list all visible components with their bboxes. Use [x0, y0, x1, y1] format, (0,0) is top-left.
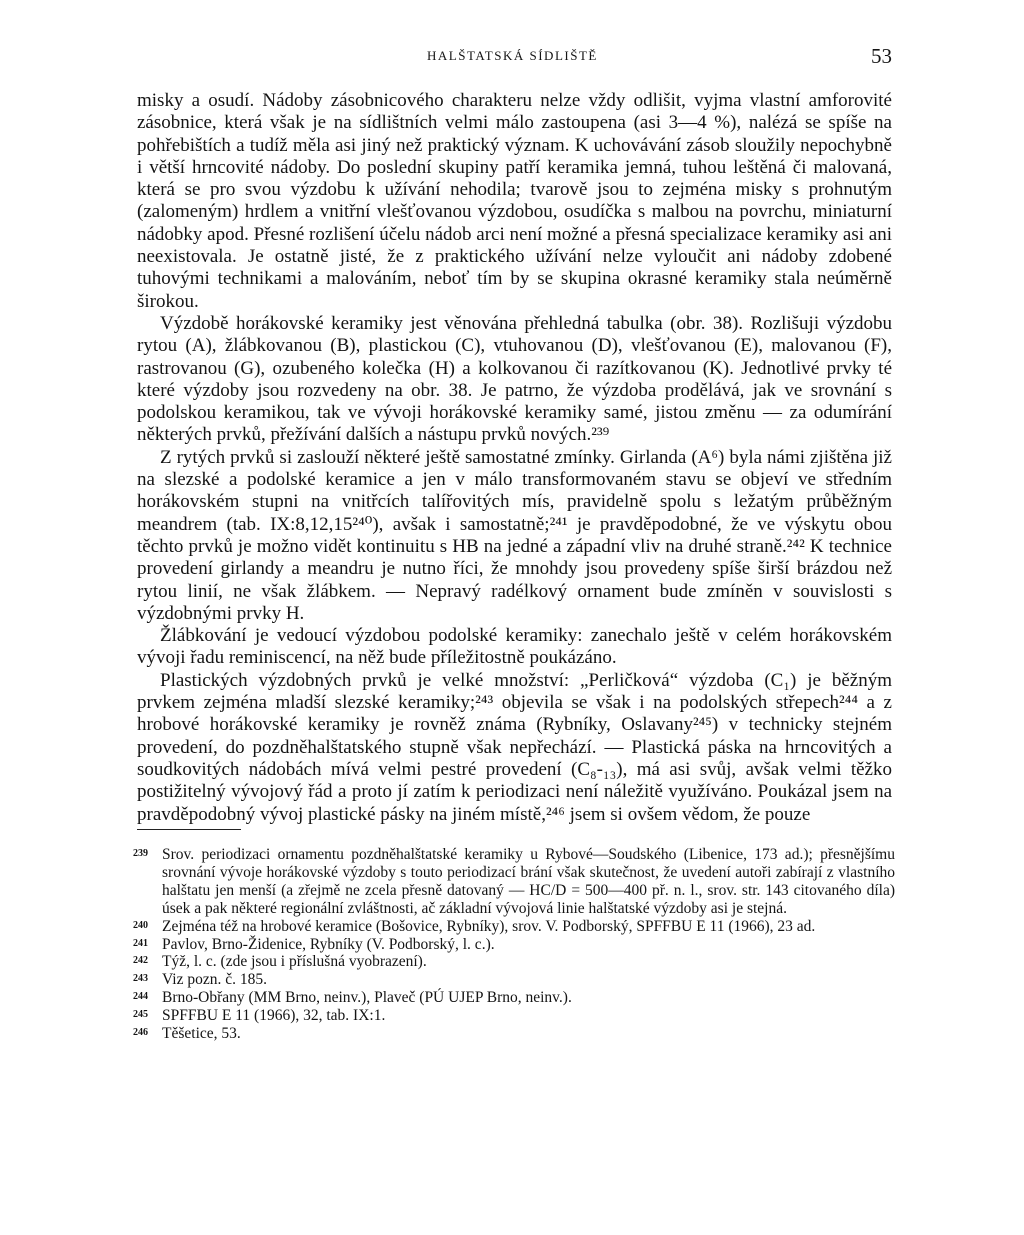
main-text: [137, 90, 892, 826]
footnote: [133, 936, 895, 954]
footnote: [133, 953, 895, 971]
footnote: [133, 971, 895, 989]
footnote: [133, 1007, 895, 1025]
footnote-text: Viz pozn. č. 185.: [162, 971, 267, 989]
footnote-text: Týž, l. c. (zde jsou i příslušná vyobrazení).: [162, 953, 427, 971]
footnote-text: Brno-Obřany (MM Brno, neinv.), Plaveč (PÚ UJEP Brno, neinv.).: [162, 989, 572, 1007]
footnote-number: 244: [133, 991, 148, 1003]
footnote-text: Pavlov, Brno-Židenice, Rybníky (V. Podborský, l. c.).: [162, 935, 495, 953]
footnote-number: 246: [133, 1027, 148, 1039]
paragraph: Z rytých prvků si zaslouží některé ještě samostatné zmínky. Girlanda (A⁶) byla námi zjištěna již na slezské a podolské keramice a jen v málo transformovaném stavu se objeví ve středním horákovském stupni na vnitřcích talířovitých mís, pravidelně spolu s ležatým průběžným meandrem (tab. IX:8,12,15²⁴⁰), avšak i samostatně;²⁴¹ je pravděpodobné, že ve výskytu obou těchto prvků je možno vidět kontinuitu s HB na jedné a západní vliv na druhé straně.²⁴² K technice provedení girlandy a meandru je nutno říci, že mnohdy jsou provedeny spíše širší brázdou než rytou linií, ne však žlábkem. — Nepravý radélkový ornament bude zmíněn v souvislosti s výzdobnými prvky H.: [137, 446, 892, 624]
footnote: [133, 846, 895, 918]
paragraph: misky a osudí. Nádoby zásobnicového charakteru nelze vždy odlišit, vyjma vlastní amforovité zásobnice, která však je na sídlištních velmi málo zastoupena (asi 3—4 %), nalézá se spíše na pohřebištích a tudíž měla asi jiný než praktický význam. K uchovávání zásob sloužily nepochybně i větší hrncovité nádoby. Do poslední skupiny patří keramika jemná, tuhou leštěná či malovaná, která se pro svou výzdobu k užívání nehodila; tvarově jsou to zejména misky s prohnutým (zalomeným) hrdlem a vnitřní vlešťovanou výzdobou, osudíčka s malbou na povrchu, miniaturní nádobky apod. Přesné rozlišení účelu nádob arci není možné a přesná specializace keramiky asi ani neexistovala. Je ostatně jisté, že z praktického užívání nelze vyloučit ani nádoby zdobené tuhovými technikami a malováním, neboť tím by se skupina okrasné keramiky stala neúměrně širokou.: [137, 90, 892, 312]
page-number: 53: [871, 44, 892, 68]
footnote: [133, 989, 895, 1007]
footnote-text: SPFFBU E 11 (1966), 32, tab. IX:1.: [162, 1007, 386, 1025]
footnote-text: Zejména též na hrobové keramice (Bošovice, Rybníky), srov. V. Podborský, SPFFBU E 11 (1966), 23 ad.: [162, 917, 816, 935]
footnote-separator: [137, 829, 241, 830]
footnote-number: 241: [133, 937, 148, 949]
footnote-number: 240: [133, 919, 148, 931]
footnote-number: 243: [133, 973, 148, 985]
footnote-number: 239: [133, 848, 148, 859]
footnote-number: 245: [133, 1009, 148, 1021]
paragraph: Výzdobě horákovské keramiky jest věnována přehledná tabulka (obr. 38). Rozlišuji výzdobu rytou (A), žlábkovanou (B), plastickou (C), vtuhovanou (D), vlešťovanou (E), malovanou (F), rastrovanou (G), ozubeného kolečka (H) a kolkovanou či razítkovanou (K). Jednotlivé prvky té které výzdoby jsou rozvedeny na obr. 38. Je patrno, že výzdoba prodělává, jak ve srovnání s podolskou keramikou, tak ve vývoji horákovské keramiky samé, jistou změnu — za odumírání některých prvků, přežívání dalších a nástupu prvků nových.²³⁹: [137, 312, 892, 446]
running-title: HALŠTATSKÁ SÍDLIŠTĚ: [427, 48, 598, 63]
footnote: [133, 918, 895, 936]
page-header: [137, 44, 892, 74]
footnotes: [133, 846, 895, 1043]
footnote: [133, 1025, 895, 1043]
footnote-text: Srov. periodizaci ornamentu pozdněhalštatské keramiky u Rybové—Soudského (Libenice, 173 ad.); přesnějšímu srovnání vývoje horákovské výzdoby s touto periodizací brání však skutečnost, že uvedení autoři zabírají z vlastního halštatu jen menší (a zřejmě ne zcela přesně datovaný — HC/D = 500—400 př. n. l., srov. str. 143 citovaného díla) úsek a pak některé regionální zvláštnosti, ač základní vývojová linie halštatské výzdoby asi je stejná.: [162, 846, 895, 917]
footnote-number: 242: [133, 955, 148, 967]
paragraph: Žlábkování je vedoucí výzdobou podolské keramiky: zanechalo ještě v celém horákovském vývoji řadu reminiscencí, na něž bude příležitostně poukázáno.: [137, 625, 892, 669]
paragraph: Plastických výzdobných prvků je velké množství: „Perličková“ výzdoba (C₁) je běžným prvkem zejména mladší slezské keramiky;²⁴³ objevila se však i na podolských střepech²⁴⁴ a z hrobové horákovské keramiky je rovněž známa (Rybníky, Oslavany²⁴⁵) v technicky stejném provedení, do pozdněhalštatského stupně však nepřechází. — Plastická páska na hrncovitých a soudkovitých nádobách mívá velmi pestré provedení (C₈-₁₃), má asi svůj, avšak velmi těžko postižitelný vývojový řád a proto jí zatím k periodizaci není náležitě využíváno. Poukázal jsem na pravděpodobný vývoj plastické pásky na jiném místě,²⁴⁶ jsem si ovšem vědom, že pouze: [137, 669, 892, 825]
footnote-text: Těšetice, 53.: [162, 1025, 241, 1043]
